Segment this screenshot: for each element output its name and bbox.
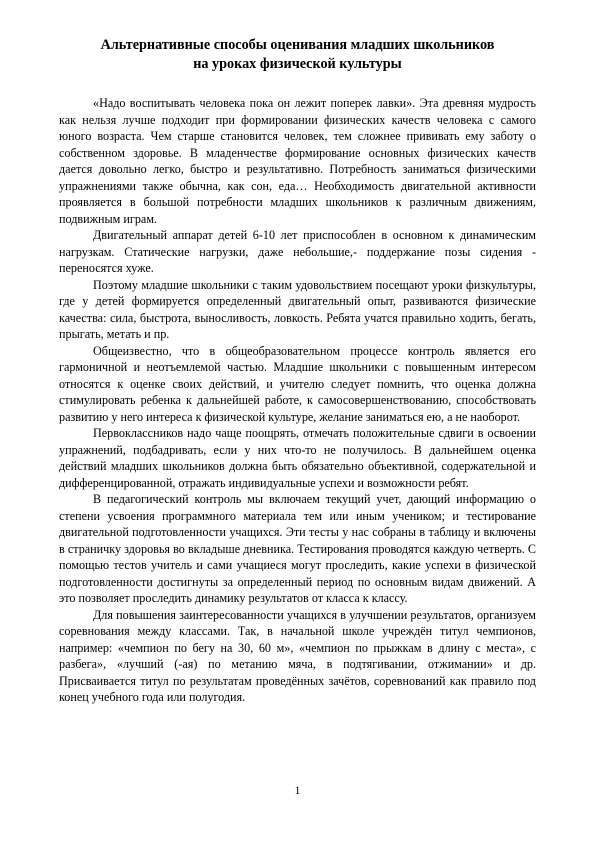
title-line-1: Альтернативные способы оценивания младших школьников bbox=[100, 37, 495, 53]
paragraph: Двигательный аппарат детей 6-10 лет приспособлен в основном к динамическим нагрузкам. Статические нагрузки, даже небольшие,- поддержание позы сидения - переносятся хуже. bbox=[59, 228, 536, 275]
page-number: 1 bbox=[294, 785, 301, 797]
paragraph: Общеизвестно, что в общеобразовательном процессе контроль является его гармоничной и неотъемлемой частью. Младшие школьники с повышенным интересом относятся к оценке своих действий, и учителю следует помнить, что оценка должна стимулировать ребенка к дальнейшей работе, к самосовершенствованию, способствовать развитию у него интереса к физической культуре, желание заниматься ею, а не наоборот. bbox=[59, 343, 536, 424]
paragraph: В педагогический контроль мы включаем текущий учет, дающий информацию о степени усвоения программного материала тем или иным учеником; и тестирование двигательной подготовленности учащихся. Эти тесты у нас собраны в таблицу и включены в страничку здоровья во вкладыше дневника. Тестирования проводятся каждую четверть. С помощью тестов учитель и сами учащиеся могут проследить, какие успехи в физической подготовленности достигнуты за определенный период по основным видам движений. А это позволяет проследить динамику результатов от класса к классу. bbox=[59, 492, 536, 605]
title-line-2: на уроках физической культуры bbox=[193, 56, 402, 72]
paragraph: Первоклассников надо чаще поощрять, отмечать положительные сдвиги в освоении упражнений, подбадривать, если у них что-то не получилось. В дальнейшем оценка действий младших школьников должна быть обязательно объективной, содержательной и дифференцированной, отражать индивидуальные успехи и возможности ребят. bbox=[59, 426, 536, 490]
document-title bbox=[60, 36, 535, 74]
paragraph: «Надо воспитывать человека пока он лежит поперек лавки». Эта древняя мудрость как нельзя лучше подходит при формировании физических качеств человека с самого юного возраста. Чем старше становится человек, тем сложнее прививать ему заботу о собственном здоровье. В младенчестве формирование основных физических качеств дается довольно легко, быстро и результативно. Потребность заниматься физическими упражнениями также обычна, как сон, еда… Необходимость двигательной активности проявляется в большой потребности младших школьников к различным движениям, подвижным играм. bbox=[59, 96, 536, 226]
paragraph: Для повышения заинтересованности учащихся в улучшении результатов, организуем соревнования между классами. Так, в начальной школе учреждён титул чемпионов, например: «чемпион по бегу на 30, 60 м», «чемпион по прыжкам в длину с места», с разбега», «лучший (-ая) по метанию мяча, в подтягивании, отжимании» и др. Присваивается титул по результатам проведённых зачётов, соревнований как правило под конец учебного года или полугодия. bbox=[59, 607, 536, 704]
paragraph: Поэтому младшие школьники с таким удовольствием посещают уроки физкультуры, где у детей формируется определенный двигательный опыт, развиваются физические качества: сила, быстрота, выносливость, ловкость. Ребята учатся правильно ходить, бегать, прыгать, метать и пр. bbox=[59, 277, 536, 341]
document-body bbox=[59, 95, 536, 706]
